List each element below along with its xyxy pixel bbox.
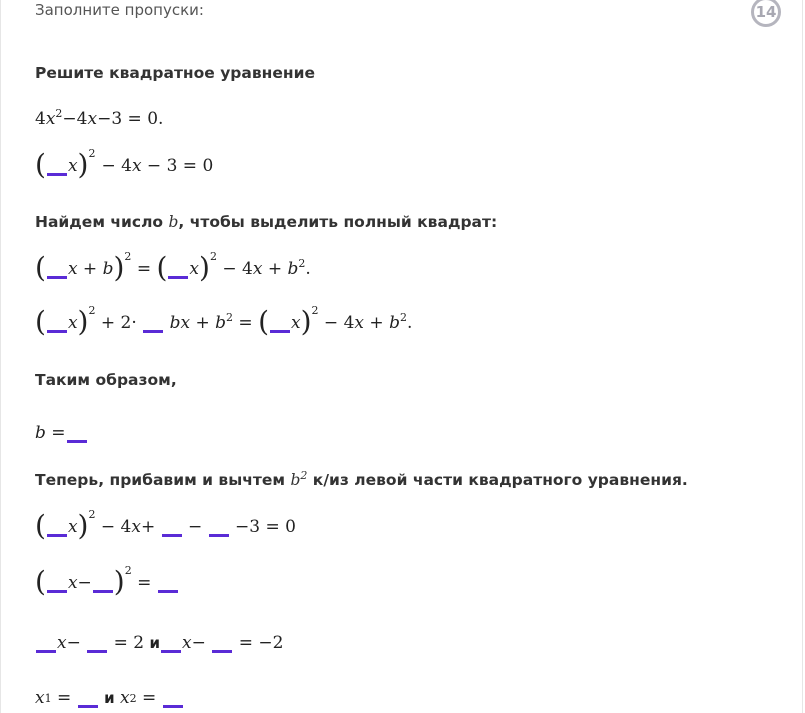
blank-input[interactable] (87, 633, 107, 653)
section-heading-3: Таким образом, (35, 371, 177, 389)
task-number-badge: 14 (751, 0, 781, 27)
blank-input[interactable] (47, 156, 67, 176)
blank-input[interactable] (163, 688, 183, 708)
equation-step-2: ( x + b ) 2 = ( x ) 2 − 4 x + b $^2$ . (35, 249, 311, 284)
blank-input[interactable] (270, 313, 290, 333)
section-heading-2: Найдем число b, чтобы выделить полный квадрат: (35, 213, 498, 231)
equation-step-3: ( x ) 2 + 2· bx + b $^2$ = ( x ) 2 − 4 x + b $^2$ . (35, 303, 413, 338)
blank-input[interactable] (209, 517, 229, 537)
blank-input[interactable] (143, 313, 163, 333)
section-heading-4: Теперь, прибавим и вычтем $b^2$ к/из левой части квадратного уравнения. (35, 469, 688, 489)
equation-b-value: b = (35, 423, 88, 443)
blank-input[interactable] (47, 259, 67, 279)
task-instruction: Заполните пропуски: (35, 1, 204, 19)
blank-input[interactable] (93, 573, 113, 593)
equation-roots: x 1 = и x 2 = (35, 688, 184, 708)
section-heading-1: Решите квадратное уравнение (35, 64, 315, 82)
blank-input[interactable] (162, 517, 182, 537)
blank-input[interactable] (158, 573, 178, 593)
blank-input[interactable] (36, 633, 56, 653)
blank-input[interactable] (78, 688, 98, 708)
equation-step-6: x − = 2 и x − = −2 (35, 633, 283, 653)
blank-input[interactable] (161, 633, 181, 653)
blank-input[interactable] (67, 423, 87, 443)
equation-step-4: ( x ) 2 − 4 x + − −3 = 0 (35, 507, 296, 542)
blank-input[interactable] (168, 259, 188, 279)
equation-step-5: ( x − ) 2 = (35, 569, 179, 597)
blank-input[interactable] (47, 573, 67, 593)
blank-input[interactable] (212, 633, 232, 653)
blank-input[interactable] (47, 313, 67, 333)
equation-main: 4 x $^2$ −4 x −3 = 0. (35, 106, 164, 129)
equation-step-1: ( x ) 2 − 4 x − 3 = 0 (35, 146, 214, 181)
blank-input[interactable] (47, 517, 67, 537)
